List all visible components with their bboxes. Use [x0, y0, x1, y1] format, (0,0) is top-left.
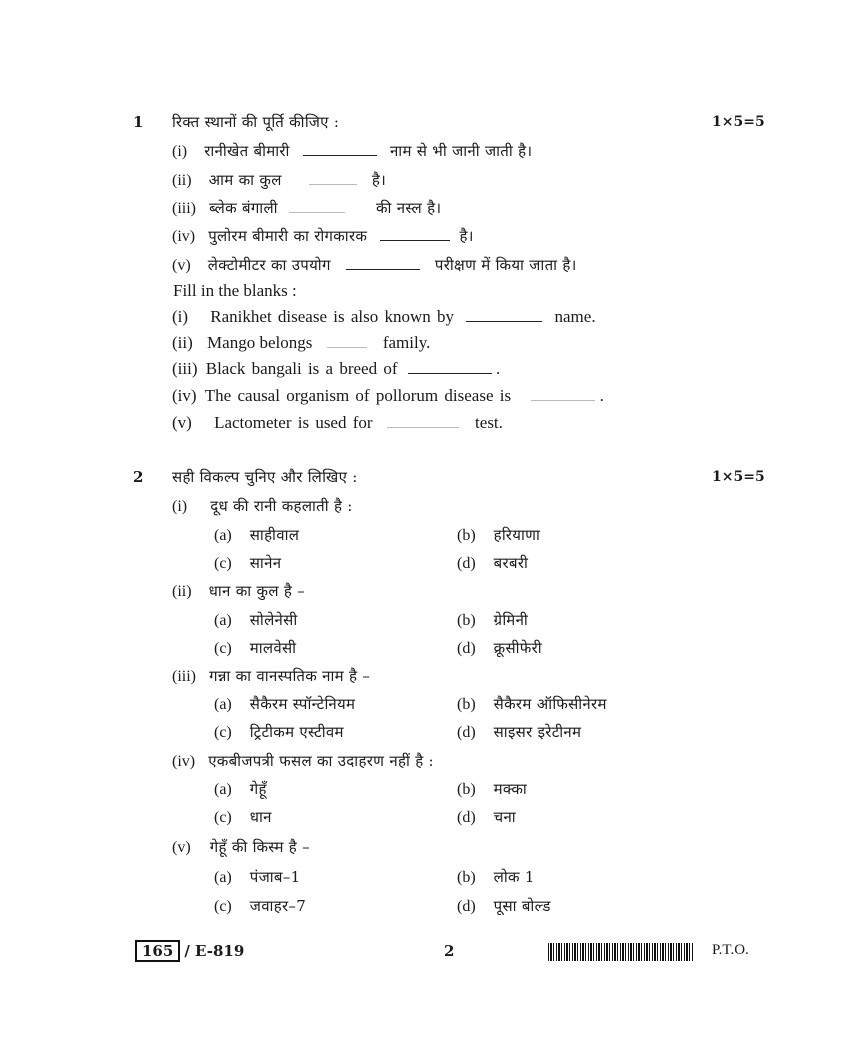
- question-2-marks: 1×5=5: [712, 469, 765, 485]
- blank-line: [466, 321, 542, 322]
- paper-code-boxed: 165: [135, 940, 180, 962]
- item-roman: (ii): [172, 333, 193, 352]
- question-1-number: 1: [133, 113, 144, 131]
- option-text: पूसा बोल्ड: [493, 897, 551, 915]
- item-text-before: Mango belongs: [207, 333, 313, 352]
- pto-text: P.T.O.: [712, 942, 749, 958]
- item-text-before: The causal organism of pollorum disease is: [204, 386, 512, 405]
- option-text: जवाहर–7: [249, 897, 307, 915]
- q1-hindi-item: [172, 170, 386, 190]
- option-text: पंजाब–1: [249, 868, 301, 886]
- option-label: (a): [214, 696, 232, 713]
- question-text: गेहूँ की किस्म है –: [209, 838, 310, 856]
- q1-english-item: [172, 413, 503, 433]
- barcode-graphic: [548, 943, 694, 961]
- option: [214, 896, 306, 916]
- question-2-title: सही विकल्प चुनिए और लिखिए :: [172, 468, 358, 486]
- item-text-after: है।: [371, 171, 387, 189]
- item-roman: (i): [172, 498, 188, 515]
- option: [457, 694, 607, 714]
- q2-question: [172, 666, 370, 686]
- option: [457, 553, 528, 573]
- option-text: मालवेसी: [249, 639, 297, 657]
- item-roman: (iii): [172, 200, 196, 217]
- option-label: (c): [214, 809, 232, 826]
- option-text: साहीवाल: [249, 526, 300, 544]
- option-label: (b): [457, 781, 476, 798]
- item-text-after: नाम से भी जानी जाती है।: [389, 142, 533, 160]
- q1-english-title: Fill in the blanks :: [173, 281, 297, 300]
- blank-line: [408, 373, 492, 374]
- option-label: (c): [214, 555, 232, 572]
- option: [214, 525, 299, 545]
- option: [457, 779, 527, 799]
- item-roman: (iv): [172, 386, 197, 405]
- option-label: (a): [214, 869, 232, 886]
- blank-line: [387, 427, 459, 428]
- option-label: (d): [457, 724, 476, 741]
- question-2-number: 2: [133, 468, 144, 486]
- option: [457, 610, 528, 630]
- option: [457, 867, 535, 887]
- item-roman: (ii): [172, 172, 192, 189]
- option-text: ग्रेमिनी: [493, 611, 529, 629]
- question-text: दूध की रानी कहलाती है :: [210, 497, 353, 515]
- question-text: एकबीजपत्री फसल का उदाहरण नहीं है :: [208, 752, 434, 770]
- option-text: धान: [249, 808, 272, 826]
- item-roman: (v): [172, 257, 191, 274]
- blank-line: [303, 155, 377, 156]
- paper-code: [135, 940, 244, 962]
- item-text-before: ब्लेक बंगाली: [209, 199, 278, 217]
- q1-english-item: [172, 307, 596, 327]
- option-text: सोलेनेसी: [249, 611, 298, 629]
- item-roman: (v): [172, 413, 192, 432]
- item-text-before: आम का कुल: [208, 171, 282, 189]
- option: [214, 807, 272, 827]
- option: [214, 638, 296, 658]
- question-1-hindi-title: रिक्त स्थानों की पूर्ति कीजिए :: [172, 113, 340, 131]
- option: [457, 525, 540, 545]
- item-roman: (ii): [172, 583, 192, 600]
- option-label: (d): [457, 640, 476, 657]
- item-roman: (iii): [172, 359, 198, 378]
- option-label: (d): [457, 555, 476, 572]
- option-label: (d): [457, 898, 476, 915]
- item-text-before: Black bangali is a breed of: [205, 359, 398, 378]
- q1-hindi-item: [172, 226, 474, 246]
- option-text: सैकैरम स्पॉन्टेनियम: [249, 695, 356, 713]
- option-text: चना: [493, 808, 516, 826]
- option-label: (b): [457, 527, 476, 544]
- option-label: (b): [457, 869, 476, 886]
- blank-line: [380, 240, 450, 241]
- item-roman: (v): [172, 839, 191, 856]
- q1-hindi-item: [172, 141, 532, 161]
- item-roman: (iii): [172, 668, 196, 685]
- q1-hindi-item: [172, 255, 577, 275]
- option-label: (a): [214, 612, 232, 629]
- option: [457, 722, 581, 742]
- option: [214, 867, 300, 887]
- paper-code-rest: / E-819: [184, 942, 245, 960]
- option-text: बरबरी: [493, 554, 529, 572]
- item-roman: (iv): [172, 753, 196, 770]
- item-text-before: Ranikhet disease is also known by: [210, 307, 455, 326]
- q1-english-item: [172, 386, 604, 406]
- option: [214, 553, 281, 573]
- question-text: गन्ना का वानस्पतिक नाम है –: [209, 667, 371, 685]
- blank-line: [531, 400, 595, 401]
- item-roman: (i): [172, 307, 189, 326]
- q1-english-item: [172, 359, 500, 379]
- item-text-before: पुलोरम बीमारी का रोगकारक: [208, 227, 368, 245]
- option: [457, 896, 551, 916]
- option-label: (a): [214, 527, 232, 544]
- item-text-after: की नस्ल है।: [376, 199, 442, 217]
- item-text-before: रानीखेत बीमारी: [204, 142, 290, 160]
- item-roman: (iv): [172, 228, 196, 245]
- blank-line: [309, 184, 357, 185]
- option-label: (a): [214, 781, 232, 798]
- q2-question: [172, 581, 305, 601]
- option-label: (b): [457, 612, 476, 629]
- option-label: (c): [214, 640, 232, 657]
- item-roman: (i): [172, 143, 188, 160]
- question-1-marks: 1×5=5: [712, 114, 765, 130]
- option: [214, 610, 298, 630]
- option: [214, 722, 344, 742]
- q1-english-item: [172, 333, 430, 353]
- item-text-after: family.: [382, 333, 431, 352]
- item-text-before: Lactometer is used for: [214, 413, 373, 432]
- item-text-after: test.: [475, 413, 503, 432]
- option-text: हरियाणा: [493, 526, 541, 544]
- blank-line: [289, 212, 345, 213]
- option-text: ट्रिटीकम एस्टीवम: [249, 723, 344, 741]
- option-text: सैकैरम ऑफिसीनेरम: [493, 695, 607, 713]
- question-text: धान का कुल है –: [208, 582, 306, 600]
- option-text: साइसर इरेटीनम: [493, 723, 582, 741]
- item-text-after: name.: [554, 307, 596, 326]
- blank-line: [346, 269, 420, 270]
- item-text-after: परीक्षण में किया जाता है।: [434, 256, 577, 274]
- option: [457, 807, 516, 827]
- q2-question: [172, 496, 353, 516]
- option-text: गेहूँ: [249, 780, 267, 798]
- q2-question: [172, 751, 434, 771]
- item-text-before: लेक्टोमीटर का उपयोग: [207, 256, 331, 274]
- item-text-after: है।: [459, 227, 474, 245]
- option-label: (c): [214, 724, 232, 741]
- blank-line: [327, 347, 367, 348]
- option: [214, 779, 267, 799]
- option-label: (b): [457, 696, 476, 713]
- option-text: क्रूसीफेरी: [493, 639, 542, 657]
- option-label: (c): [214, 898, 232, 915]
- page-number: 2: [444, 942, 455, 960]
- option-text: लोक 1: [493, 868, 535, 886]
- q2-question: [172, 837, 310, 857]
- option-text: मक्का: [493, 780, 528, 798]
- option: [457, 638, 542, 658]
- q1-hindi-item: [172, 198, 441, 218]
- option: [214, 694, 355, 714]
- item-text-after: .: [599, 386, 604, 405]
- option-label: (d): [457, 809, 476, 826]
- item-text-after: .: [496, 359, 501, 378]
- option-text: सानेन: [249, 554, 282, 572]
